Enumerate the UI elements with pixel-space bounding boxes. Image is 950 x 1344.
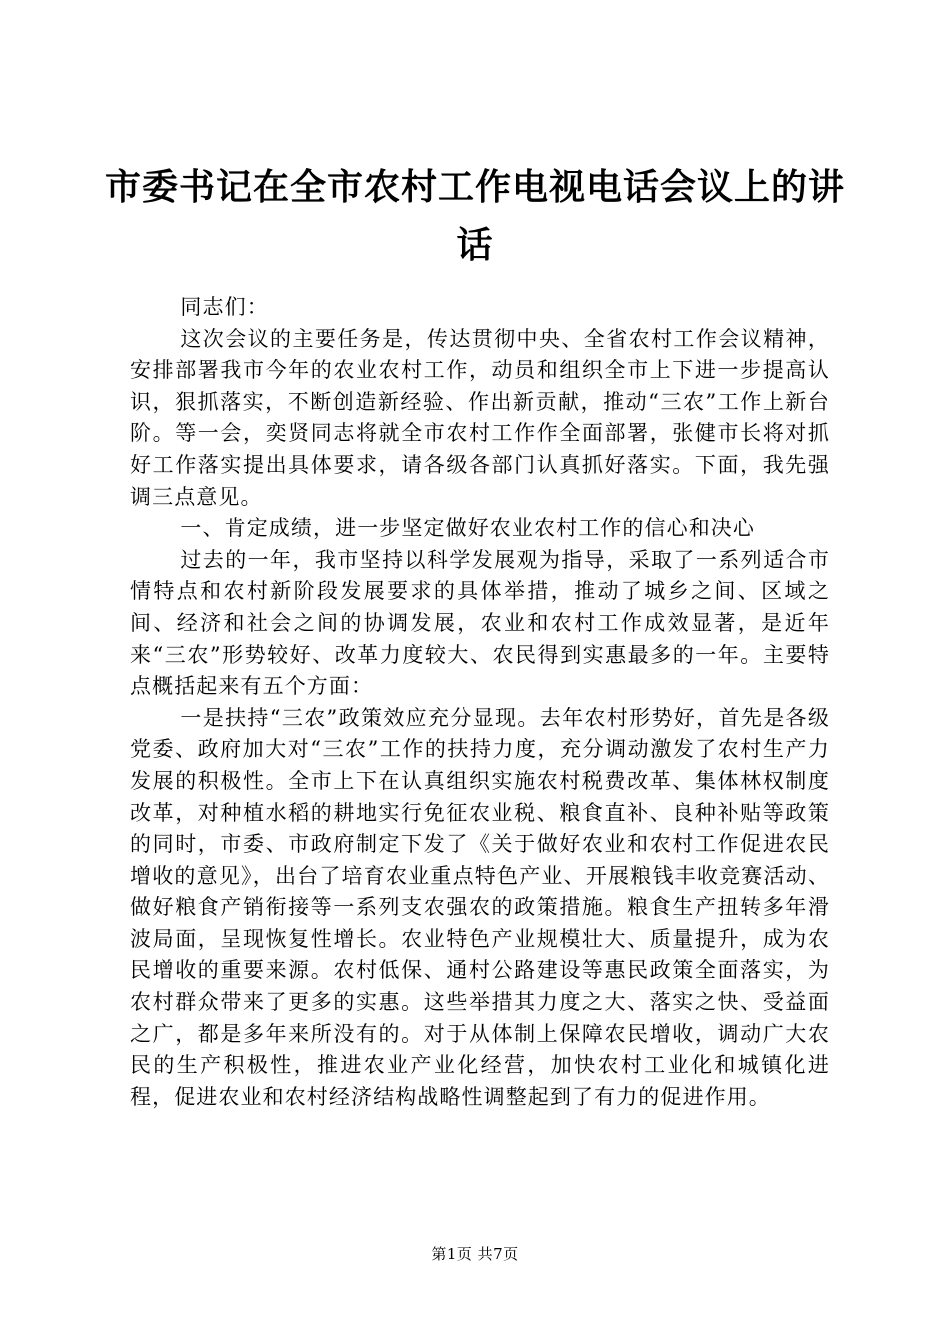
section-heading: 一、肯定成绩，进一步坚定做好农业农村工作的信心和决心 xyxy=(180,516,755,541)
intro-paragraph: 这次会议的主要任务是，传达贯彻中央、全省农村工作会议精神，安排部署我市今年的农业农村工作，动员和组织全市上下进一步提高认识，狠抓落实，不断创造新经验、作出新贡献，推动“三农”工作上新台阶。等一会，奕贤同志将就全市农村工作作全面部署，张健市长将对抓好工作落实提出具体要求，请各级各部门认真抓好落实。下面，我先强调三点意见。 xyxy=(130,326,830,509)
body-paragraph: 过去的一年，我市坚持以科学发展观为指导，采取了一系列适合市情特点和农村新阶段发展要求的具体举措，推动了城乡之间、区域之间、经济和社会之间的协调发展，农业和农村工作成效显著，是近年来“三农”形势较好、改革力度较大、农民得到实惠最多的一年。主要特点概括起来有五个方面： xyxy=(130,547,830,699)
page-number-footer: 第1页 共7页 xyxy=(431,1245,519,1263)
document-body xyxy=(130,292,830,1113)
document-title: 市委书记在全市农村工作电视电话会议上的讲话 xyxy=(104,166,845,266)
body-paragraph: 一是扶持“三农”政策效应充分显现。去年农村形势好，首先是各级党委、政府加大对“三农”工作的扶持力度，充分调动激发了农村生产力发展的积极性。全市上下在认真组织实施农村税费改革、集体林权制度改革，对种植水稻的耕地实行免征农业税、粮食直补、良种补贴等政策的同时，市委、市政府制定下发了《关于做好农业和农村工作促进农民增收的意见》，出台了培育农业重点特色产业、开展粮钱丰收竞赛活动、做好粮食产销衔接等一系列支农强农的政策措施。粮食生产扭转多年滑波局面，呈现恢复性增长。农业特色产业规模壮大、质量提升，成为农民增收的重要来源。农村低保、通村公路建设等惠民政策全面落实，为农村群众带来了更多的实惠。这些举措其力度之大、落实之快、受益面之广，都是多年来所没有的。对于从体制上保障农民增收，调动广大农民的生产积极性，推进农业产业化经营，加快农村工业化和城镇化进程，促进农业和农村经济结构战略性调整起到了有力的促进作用。 xyxy=(130,705,830,1109)
salutation-paragraph: 同志们： xyxy=(180,295,269,319)
